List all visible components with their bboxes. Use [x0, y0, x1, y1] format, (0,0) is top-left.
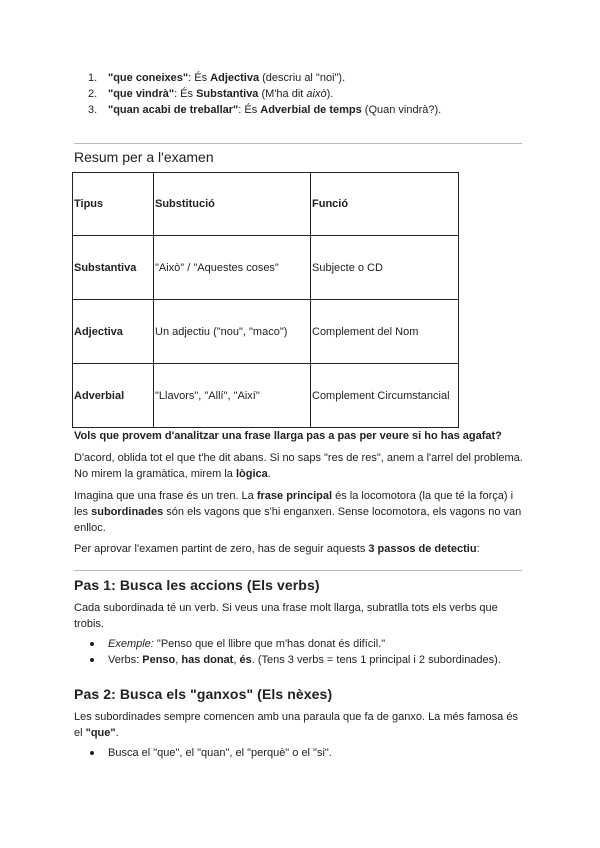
list-item [90, 652, 530, 668]
emphasis: "que" [85, 727, 116, 739]
list-number: 1. [88, 72, 98, 84]
clause-type: Adverbial de temps [260, 104, 362, 116]
summary-title: Resum per a l'examen [74, 149, 214, 165]
separator: : És [188, 72, 211, 84]
step1-title: Pas 1: Busca les accions (Els verbs) [74, 577, 320, 593]
emphasis: subordinades [91, 506, 164, 518]
bullet-text: Busca el "que", el "quan", el "perquè" o el "si". [108, 747, 332, 759]
header-substitucio: Substitució [154, 173, 311, 236]
text: és la locomotora (la que té la força) i les [74, 490, 514, 518]
step2-text [74, 709, 529, 741]
text-end: són els vagons que s'hi enganxen. Sense locomotora, els vagons no van enlloc. [74, 506, 522, 534]
cell-substitucio: Un adjectiu ("nou", "maco") [154, 300, 311, 364]
cell-funcio: Subjecte o CD [311, 236, 459, 300]
list-item [90, 636, 530, 652]
table-header-row [73, 173, 459, 236]
verb: és [239, 654, 252, 666]
step1-list [90, 636, 530, 668]
clause-note: (M'ha dit [258, 88, 307, 100]
bullet-icon [90, 658, 94, 662]
verb: Penso [142, 654, 176, 666]
cell-funcio: Complement Circumstancial [311, 364, 459, 428]
clause-note: (Quan vindrà?). [361, 104, 442, 116]
clause-note-end: ). [326, 88, 334, 100]
text: D'acord, oblida tot el que t'he dit abans. Si no saps "res de res", anem a l'arrel del problema. No mirem la gramàtica, mirem la [74, 452, 523, 480]
verb: has donat [181, 654, 234, 666]
paragraph-steps [74, 541, 529, 557]
table-row [73, 236, 459, 300]
cell-funcio: Complement del Nom [311, 300, 459, 364]
divider [74, 570, 522, 571]
cell-tipus: Substantiva [73, 236, 154, 300]
list-number: 3. [88, 104, 98, 116]
cell-tipus: Adverbial [73, 364, 154, 428]
paragraph-train [74, 488, 529, 536]
step2-list [90, 745, 530, 761]
cell-tipus: Adjectiva [73, 300, 154, 364]
cell-substitucio: "Llavors", "Allí", "Així" [154, 364, 311, 428]
emphasis: frase principal [256, 490, 333, 502]
text-end: . [267, 468, 271, 480]
text: Les subordinades sempre comencen amb una paraula que fa de ganxo. La més famosa és el [74, 711, 518, 739]
list-number: 2. [88, 88, 98, 100]
emphasis: 3 passos de detectiu [368, 543, 477, 555]
table-row [73, 364, 459, 428]
clause-quote: "que coneixes" [108, 72, 189, 84]
verbs-label: Verbs: [108, 654, 143, 666]
clause-note: (descriu al "noi"). [259, 72, 346, 84]
header-funcio: Funció [311, 173, 459, 236]
clause-quote: "quan acabi de treballar" [108, 104, 239, 116]
divider [74, 143, 522, 144]
bullet-icon [90, 642, 94, 646]
question-text: Vols que provem d'analitzar una frase llarga pas a pas per veure si ho has agafat? [74, 430, 502, 442]
example-label: Exemple: [108, 638, 154, 650]
separator: , [175, 654, 182, 666]
clause-note-italic: això [306, 88, 327, 100]
step1-text: Cada subordinada té un verb. Si veus una frase molt llarga, subratlla tots els verbs que trobis. [74, 602, 498, 630]
step2-title: Pas 2: Busca els "ganxos" (Els nèxes) [74, 686, 333, 702]
text: Imagina que una frase és un tren. La [74, 490, 257, 502]
text-end: : [476, 543, 480, 555]
clause-quote: "que vindrà" [108, 88, 175, 100]
clause-type: Adjectiva [210, 72, 260, 84]
list-item [88, 86, 548, 102]
list-item [88, 102, 548, 118]
clause-type: Substantiva [196, 88, 259, 100]
example-text: "Penso que el llibre que m'has donat és difícil." [153, 638, 386, 650]
separator: , [233, 654, 240, 666]
list-item [90, 745, 530, 761]
list-item [88, 70, 548, 86]
table-row [73, 300, 459, 364]
summary-table [72, 172, 459, 428]
bullet-icon [90, 751, 94, 755]
header-tipus: Tipus [73, 173, 154, 236]
text-end: . [115, 727, 119, 739]
separator: : És [238, 104, 261, 116]
analysis-list [88, 70, 548, 118]
separator: : És [174, 88, 197, 100]
text: Per aprovar l'examen partint de zero, has de seguir aquests [74, 543, 369, 555]
paragraph-intro [74, 450, 529, 482]
cell-substitucio: "Això" / "Aquestes coses" [154, 236, 311, 300]
emphasis: lògica [235, 468, 268, 480]
verbs-note: . (Tens 3 verbs = tens 1 principal i 2 subordinades). [251, 654, 501, 666]
